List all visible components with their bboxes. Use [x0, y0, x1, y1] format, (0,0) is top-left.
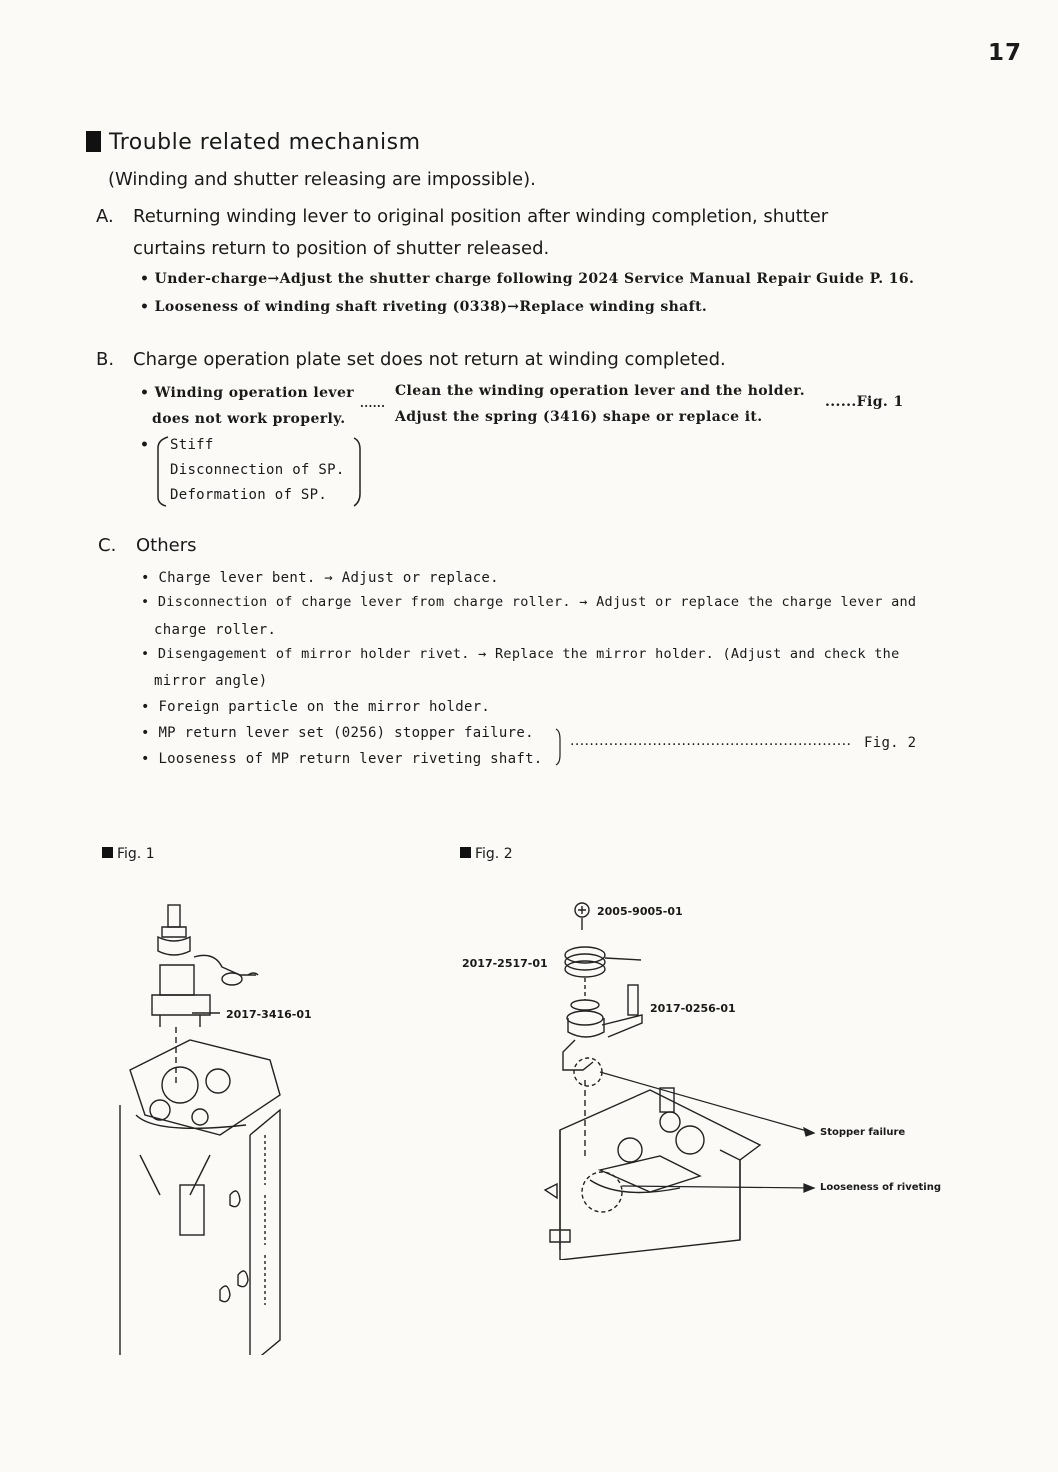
section-title-text: Trouble related mechanism [109, 130, 421, 155]
section-a-line1: Returning winding lever to original position after winding completion, shutter [133, 206, 829, 227]
section-c-item-1: • Charge lever bent. → Adjust or replace. [141, 570, 499, 586]
section-b-item2-bullet: • [140, 437, 150, 453]
square-bullet-icon [102, 847, 113, 858]
fig2-callout-stopper: Stopper failure [820, 1127, 906, 1138]
fig2-label [460, 846, 513, 862]
section-b-item2-disconnection: Disconnection of SP. [170, 462, 345, 478]
fig1-mechanism-illustration [100, 895, 330, 1355]
section-c-item-2-cont: charge roller. [154, 622, 277, 638]
fig2-part-number-2: 2017-2517-01 [462, 957, 548, 970]
section-subtitle: (Winding and shutter releasing are impossible). [108, 169, 536, 190]
section-c-label: C. [98, 535, 117, 556]
section-c-item-3-cont: mirror angle) [154, 673, 268, 689]
section-c-item-4: • Foreign particle on the mirror holder. [141, 699, 491, 715]
square-bullet-icon [86, 131, 101, 152]
section-c-heading: Others [136, 535, 197, 556]
section-c-leader: .......................................................... [570, 733, 852, 749]
fig1-part-number: 2017-3416-01 [226, 1008, 312, 1021]
section-b-item2-stiff: Stiff [170, 437, 214, 453]
section-title [86, 130, 421, 155]
section-b-heading: Charge operation plate set does not return at winding completed. [133, 349, 726, 370]
fig1-label-text: Fig. 1 [117, 846, 155, 862]
section-b-item1-fix1: Clean the winding operation lever and the holder. [395, 383, 806, 399]
section-a-line2: curtains return to position of shutter released. [133, 238, 550, 259]
fig1-label [102, 846, 155, 862]
section-c-bracket [554, 727, 566, 767]
section-b-label: B. [96, 349, 115, 370]
section-c-ref: Fig. 2 [864, 735, 917, 751]
fig2-label-text: Fig. 2 [475, 846, 513, 862]
section-b-item2-deformation: Deformation of SP. [170, 487, 328, 503]
fig2-callout-riveting: Looseness of riveting [820, 1182, 941, 1193]
fig2-part-number-3: 2017-0256-01 [650, 1002, 736, 1015]
section-b-item1-dots: ...... [360, 397, 386, 410]
section-b-item1-ref: ......Fig. 1 [825, 394, 904, 410]
page-number: 17 [988, 40, 1023, 66]
fig2-part-number-1: 2005-9005-01 [597, 905, 683, 918]
section-a-label: A. [96, 206, 114, 227]
section-c-item-6: • Looseness of MP return lever riveting shaft. [141, 751, 543, 767]
section-b-item1-line1: • Winding operation lever [140, 385, 355, 401]
section-b-item1-line2: does not work properly. [152, 411, 346, 427]
section-a-item-2: • Looseness of winding shaft riveting (0338)→Replace winding shaft. [140, 299, 708, 315]
section-c-item-5: • MP return lever set (0256) stopper failure. [141, 725, 534, 741]
section-c-item-2: • Disconnection of charge lever from charge roller. → Adjust or replace the charge lever and [141, 594, 917, 610]
fig2-mechanism-illustration [530, 900, 830, 1260]
square-bullet-icon [460, 847, 471, 858]
section-b-item1-fix2: Adjust the spring (3416) shape or replace it. [395, 409, 763, 425]
section-a-item-1: • Under-charge→Adjust the shutter charge following 2024 Service Manual Repair Guide P. 16. [140, 271, 915, 287]
section-c-item-3: • Disengagement of mirror holder rivet. → Replace the mirror holder. (Adjust and check the [141, 646, 900, 662]
